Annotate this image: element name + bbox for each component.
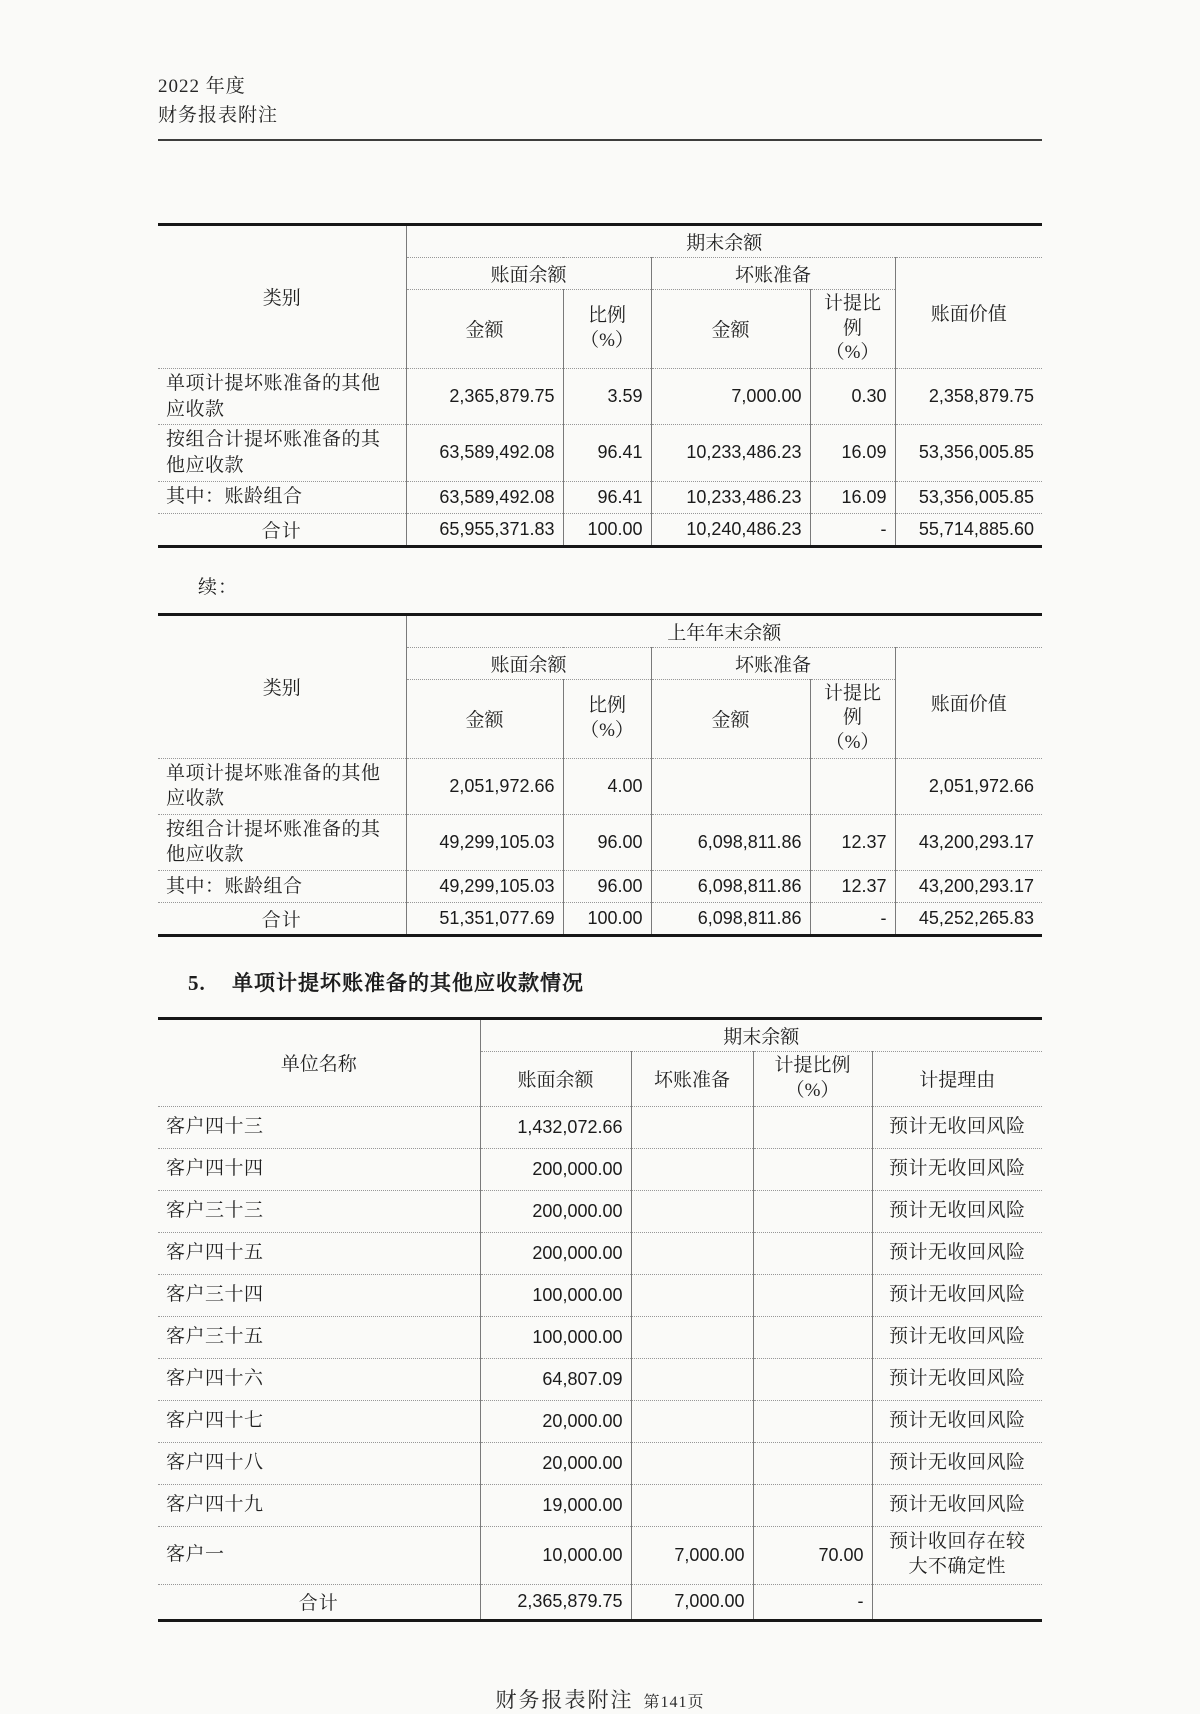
cell: 20,000.00 (480, 1442, 631, 1484)
table-row (158, 1526, 1042, 1584)
cell: 65,955,371.83 (406, 513, 563, 546)
header-provision-ratio (810, 289, 895, 368)
cell: 2,365,879.75 (480, 1584, 631, 1620)
cell: 55,714,885.60 (895, 513, 1042, 546)
cell (651, 758, 810, 814)
table-row (158, 814, 1042, 870)
header-carrying-value: 账面价值 (895, 647, 1042, 758)
cell: 63,589,492.08 (406, 425, 563, 481)
table-row (158, 1316, 1042, 1358)
table-row (158, 425, 1042, 481)
cell: 53,356,005.85 (895, 481, 1042, 513)
table-row (158, 1442, 1042, 1484)
row-label: 按组合计提坏账准备的其他应收款 (158, 425, 406, 481)
total-row (158, 903, 1042, 936)
header-book-balance: 账面余额 (480, 1052, 631, 1106)
cell: 20,000.00 (480, 1400, 631, 1442)
cell-reason: 预计无收回风险 (872, 1190, 1042, 1232)
cell: 100,000.00 (480, 1274, 631, 1316)
cell: 7,000.00 (631, 1584, 753, 1620)
cell: 100.00 (563, 903, 651, 936)
total-label: 合计 (158, 1584, 480, 1620)
table-row (158, 1148, 1042, 1190)
header-provision-line2: （%） (825, 731, 880, 753)
total-label: 合计 (158, 513, 406, 546)
cell (753, 1274, 872, 1316)
header-provision-line1: 计提比例 (823, 292, 881, 339)
cell-reason (872, 1584, 1042, 1620)
cell-reason: 预计无收回风险 (872, 1148, 1042, 1190)
cell (753, 1316, 872, 1358)
row-label: 客户四十九 (158, 1484, 480, 1526)
page-header (158, 0, 1042, 131)
table-row (158, 758, 1042, 814)
cell: 2,358,879.75 (895, 368, 1042, 424)
table-row (158, 481, 1042, 513)
cell: 51,351,077.69 (406, 903, 563, 936)
cell: - (810, 513, 895, 546)
header-bad-debt: 坏账准备 (651, 257, 895, 289)
table-row (158, 1232, 1042, 1274)
cell (631, 1106, 753, 1148)
total-label: 合计 (158, 903, 406, 936)
header-reason: 计提理由 (872, 1052, 1042, 1106)
report-year: 2022 年度 (158, 76, 246, 97)
cell: 6,098,811.86 (651, 814, 810, 870)
table-row (158, 871, 1042, 903)
cell: 2,365,879.75 (406, 368, 563, 424)
header-rule (158, 139, 1042, 141)
cell: 10,240,486.23 (651, 513, 810, 546)
header-provision-line1: 计提比例 (823, 682, 881, 729)
header-provision-line2: （%） (825, 342, 880, 364)
row-label: 客户四十七 (158, 1400, 480, 1442)
cell (810, 758, 895, 814)
cell-reason: 预计无收回风险 (872, 1232, 1042, 1274)
cell (631, 1316, 753, 1358)
header-unit-name: 单位名称 (280, 1054, 357, 1076)
footer-page-number: 第141页 (643, 1693, 705, 1711)
header-period-span: 期末余额 (480, 1019, 1042, 1052)
cell: 96.00 (563, 814, 651, 870)
cell: 0.30 (810, 368, 895, 424)
header-provision-ratio (753, 1052, 872, 1106)
header-ratio-line1: 比例 (587, 305, 626, 327)
cell: 12.37 (810, 814, 895, 870)
table-current-period (158, 223, 1042, 548)
cell: 16.09 (810, 481, 895, 513)
cell: 10,233,486.23 (651, 425, 810, 481)
header-amount-bad: 金额 (651, 289, 810, 368)
cell (753, 1106, 872, 1148)
cell (753, 1400, 872, 1442)
cell: 2,051,972.66 (406, 758, 563, 814)
header-period-span: 上年年末余额 (406, 614, 1042, 647)
header-bad-debt: 坏账准备 (651, 647, 895, 679)
cell: 53,356,005.85 (895, 425, 1042, 481)
row-label: 其中：账龄组合 (158, 481, 406, 513)
cell: 96.41 (563, 425, 651, 481)
cell-reason: 预计收回存在较大不确定性 (872, 1526, 1042, 1584)
table-row (158, 1190, 1042, 1232)
cell (753, 1442, 872, 1484)
page-content (158, 0, 1042, 1714)
header-ratio-line1: 比例 (587, 694, 626, 716)
row-label: 客户四十六 (158, 1358, 480, 1400)
cell: 7,000.00 (651, 368, 810, 424)
cell: 49,299,105.03 (406, 814, 563, 870)
cell: 1,432,072.66 (480, 1106, 631, 1148)
total-row (158, 1584, 1042, 1620)
cell: 45,252,265.83 (895, 903, 1042, 936)
cell: 10,000.00 (480, 1526, 631, 1584)
header-bad-debt: 坏账准备 (631, 1052, 753, 1106)
table-row (158, 1274, 1042, 1316)
row-label: 其中：账龄组合 (158, 871, 406, 903)
cell (631, 1274, 753, 1316)
cell-reason: 预计无收回风险 (872, 1400, 1042, 1442)
row-label: 客户四十四 (158, 1148, 480, 1190)
header-book-balance: 账面余额 (406, 647, 651, 679)
cell: 6,098,811.86 (651, 871, 810, 903)
cell: 200,000.00 (480, 1148, 631, 1190)
cell-reason: 预计无收回风险 (872, 1358, 1042, 1400)
cell: 70.00 (753, 1526, 872, 1584)
cell-reason: 预计无收回风险 (872, 1316, 1042, 1358)
cell: 3.59 (563, 368, 651, 424)
cell: 43,200,293.17 (895, 871, 1042, 903)
cell-reason: 预计无收回风险 (872, 1442, 1042, 1484)
header-period-span: 期末余额 (406, 224, 1042, 257)
cell: 10,233,486.23 (651, 481, 810, 513)
cell: 4.00 (563, 758, 651, 814)
header-amount: 金额 (406, 679, 563, 758)
header-carrying-value: 账面价值 (895, 257, 1042, 368)
table-row (158, 1484, 1042, 1526)
cell (631, 1442, 753, 1484)
row-label: 客户三十三 (158, 1190, 480, 1232)
cell-reason: 预计无收回风险 (872, 1274, 1042, 1316)
cell: 100.00 (563, 513, 651, 546)
cell (631, 1232, 753, 1274)
cell (753, 1358, 872, 1400)
cell-reason: 预计无收回风险 (872, 1106, 1042, 1148)
row-label: 客户一 (158, 1526, 480, 1584)
cell: 100,000.00 (480, 1316, 631, 1358)
header-ratio (563, 289, 651, 368)
table-row (158, 368, 1042, 424)
cell (753, 1190, 872, 1232)
cell: 12.37 (810, 871, 895, 903)
cell: 43,200,293.17 (895, 814, 1042, 870)
total-row (158, 513, 1042, 546)
cell: - (810, 903, 895, 936)
cell (631, 1400, 753, 1442)
cell (753, 1484, 872, 1526)
cell: - (753, 1584, 872, 1620)
header-provision-line1: 计提比例 (774, 1055, 851, 1077)
footer-title: 财务报表附注 (495, 1687, 634, 1712)
cell (631, 1358, 753, 1400)
table-row (158, 1106, 1042, 1148)
table-row (158, 1400, 1042, 1442)
row-label: 客户四十五 (158, 1232, 480, 1274)
header-book-balance: 账面余额 (406, 257, 651, 289)
row-label: 按组合计提坏账准备的其他应收款 (158, 814, 406, 870)
cell: 64,807.09 (480, 1358, 631, 1400)
table-row (158, 1358, 1042, 1400)
header-category: 类别 (262, 678, 301, 700)
header-ratio-line2: （%） (580, 329, 634, 351)
section-heading (188, 967, 1042, 997)
table-individual-provision (158, 1017, 1042, 1621)
cell (753, 1232, 872, 1274)
cell: 19,000.00 (480, 1484, 631, 1526)
cell (753, 1148, 872, 1190)
cell: 200,000.00 (480, 1190, 631, 1232)
cell: 49,299,105.03 (406, 871, 563, 903)
header-category: 类别 (262, 288, 301, 310)
cell (631, 1148, 753, 1190)
row-label: 客户四十三 (158, 1106, 480, 1148)
cell: 6,098,811.86 (651, 903, 810, 936)
header-amount: 金额 (406, 289, 563, 368)
section-title: 单项计提坏账准备的其他应收款情况 (232, 971, 584, 996)
header-amount-bad: 金额 (651, 679, 810, 758)
continuation-label: 续： (198, 576, 239, 598)
cell-reason: 预计无收回风险 (872, 1484, 1042, 1526)
row-label: 客户三十四 (158, 1274, 480, 1316)
table-prior-period (158, 613, 1042, 938)
row-label: 单项计提坏账准备的其他应收款 (158, 758, 406, 814)
header-provision-line2: （%） (785, 1079, 840, 1101)
header-ratio (563, 679, 651, 758)
cell: 96.41 (563, 481, 651, 513)
header-ratio-line2: （%） (580, 719, 634, 741)
report-title: 财务报表附注 (158, 105, 279, 127)
cell (631, 1190, 753, 1232)
cell: 7,000.00 (631, 1526, 753, 1584)
cell: 63,589,492.08 (406, 481, 563, 513)
row-label: 单项计提坏账准备的其他应收款 (158, 368, 406, 424)
header-provision-ratio (810, 679, 895, 758)
cell: 200,000.00 (480, 1232, 631, 1274)
row-label: 客户四十八 (158, 1442, 480, 1484)
cell: 2,051,972.66 (895, 758, 1042, 814)
cell: 96.00 (563, 871, 651, 903)
cell (631, 1484, 753, 1526)
row-label: 客户三十五 (158, 1316, 480, 1358)
cell: 16.09 (810, 425, 895, 481)
section-number: 5. (188, 971, 206, 996)
